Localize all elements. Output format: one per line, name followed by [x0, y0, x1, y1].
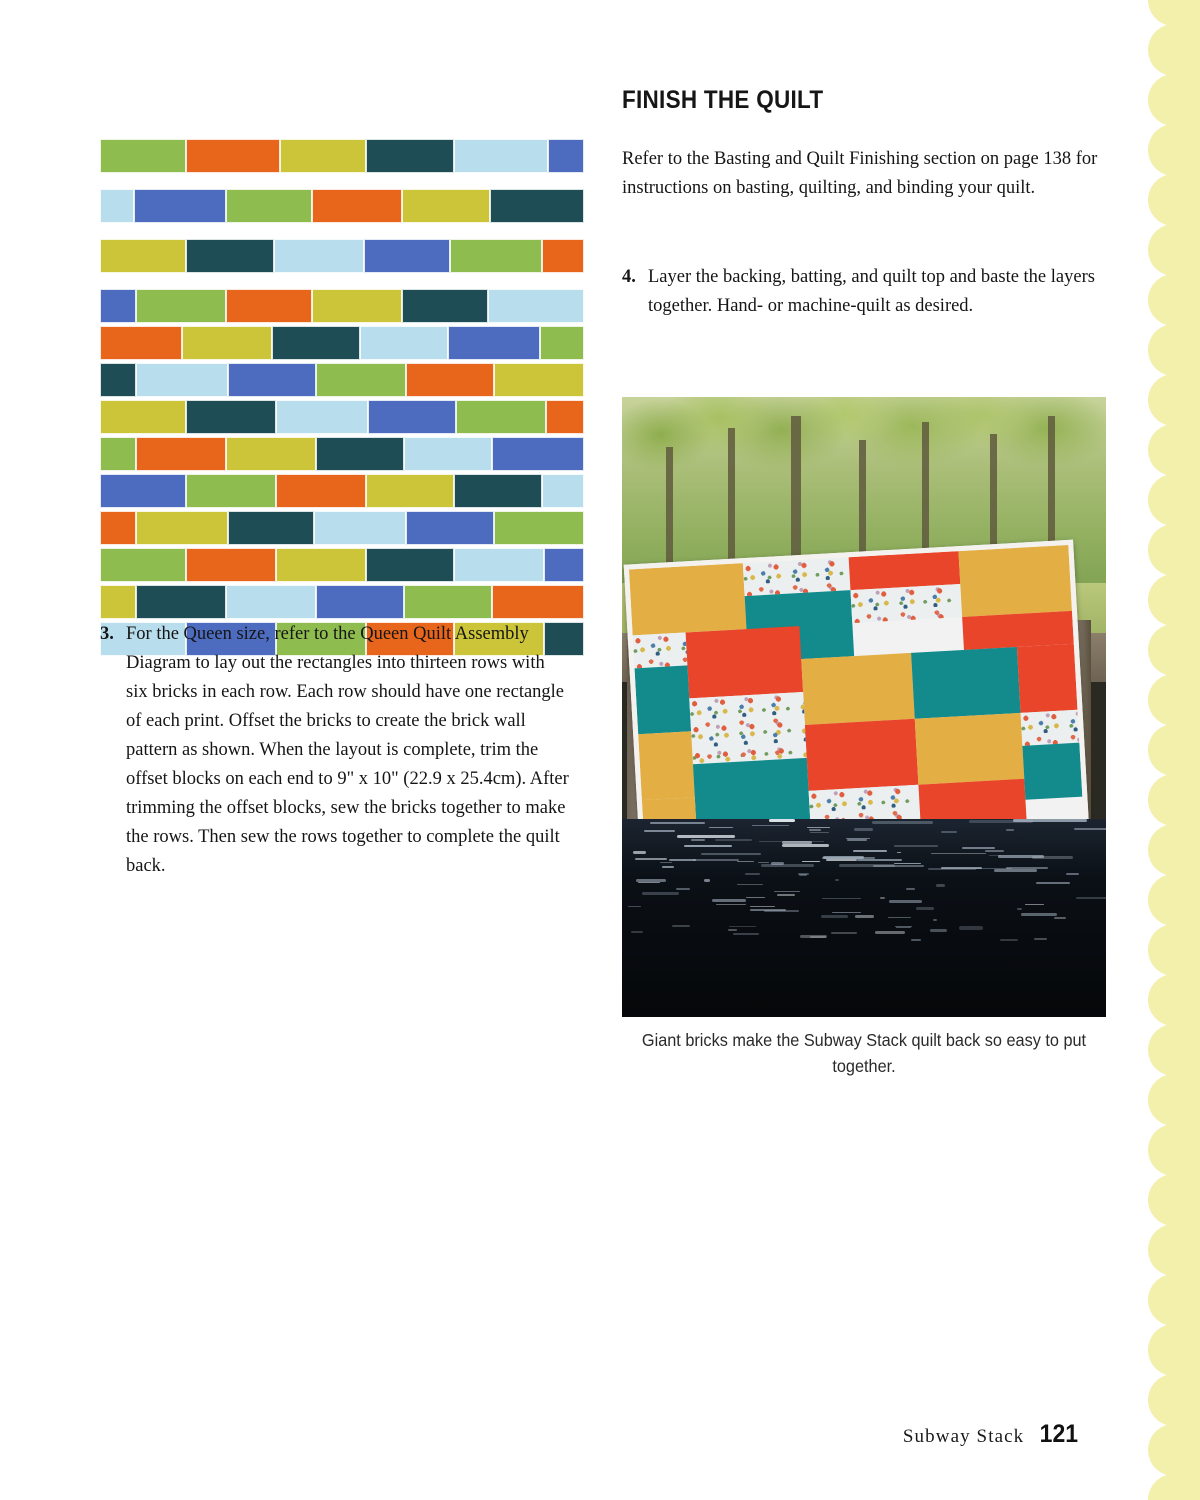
- water-ripple: [752, 825, 789, 826]
- brick-teal: [228, 511, 314, 545]
- water-ripple: [660, 862, 672, 863]
- scallop-dot: [1148, 124, 1200, 176]
- brick-lightblue: [274, 239, 364, 273]
- brick-lightblue: [404, 437, 492, 471]
- brick-row: [100, 362, 584, 399]
- brick-green: [540, 326, 584, 360]
- brick-yellow: [280, 139, 366, 173]
- water-ripple: [985, 850, 1004, 852]
- brick-yellow: [366, 474, 454, 508]
- brick-yellow: [136, 511, 228, 545]
- brick-orange: [136, 437, 226, 471]
- brick-lightblue: [454, 139, 548, 173]
- brick-blue: [544, 548, 584, 582]
- water-ripple: [894, 863, 921, 864]
- water-ripple: [1076, 897, 1106, 899]
- brick-yellow: [494, 363, 584, 397]
- brick-orange: [186, 139, 280, 173]
- brick-teal: [136, 585, 226, 619]
- scallop-dot: [1148, 424, 1200, 476]
- water-ripple: [759, 841, 824, 842]
- scallop-dot: [1148, 274, 1200, 326]
- water-ripple: [737, 884, 762, 885]
- water-ripple: [769, 819, 795, 822]
- page-number: 121: [1039, 1420, 1079, 1448]
- water-ripple: [872, 821, 933, 824]
- brick-teal: [454, 474, 542, 508]
- water-ripple: [774, 891, 799, 892]
- intro-paragraph: Refer to the Basting and Quilt Finishing section on page 138 for instructions on basting, quilting, and binding your quilt.: [622, 149, 1098, 198]
- scallop-dot: [1148, 1274, 1200, 1326]
- brick-lightblue: [226, 585, 316, 619]
- brick-orange: [406, 363, 494, 397]
- water-ripple: [777, 894, 795, 896]
- water-ripple: [1021, 913, 1057, 916]
- water-ripple: [880, 897, 885, 899]
- water-ripple: [715, 839, 752, 841]
- page-footer: [903, 1420, 1080, 1449]
- quilt-block-gold: [629, 563, 747, 635]
- scallop-dot: [1148, 1174, 1200, 1226]
- brick-row: [100, 547, 584, 584]
- scallop-dot: [1148, 1024, 1200, 1076]
- scallop-dot: [1148, 574, 1200, 626]
- brick-teal: [490, 189, 584, 223]
- water-ripple: [782, 844, 828, 846]
- water-ripple: [745, 873, 761, 876]
- water-ripple: [810, 936, 826, 939]
- brick-orange: [100, 511, 136, 545]
- step-4-number: 4.: [622, 267, 636, 287]
- water-ripple: [693, 859, 739, 861]
- brick-row: [100, 288, 584, 325]
- brick-yellow: [276, 548, 366, 582]
- scallop-dot: [1148, 874, 1200, 926]
- water-ripple: [831, 932, 857, 934]
- water-ripple: [728, 929, 737, 932]
- water-ripple: [635, 858, 666, 860]
- water-ripple: [729, 926, 756, 927]
- water-ripple: [704, 879, 710, 882]
- quilt-back-photo: [622, 397, 1106, 1017]
- scallop-dot: [1148, 824, 1200, 876]
- brick-teal: [186, 239, 274, 273]
- brick-blue: [548, 139, 584, 173]
- scallop-dot: [1148, 624, 1200, 676]
- water-ripple: [1034, 938, 1048, 940]
- scallop-dot: [1148, 24, 1200, 76]
- brick-orange: [312, 189, 402, 223]
- section-heading: FINISH THE QUILT: [622, 86, 824, 114]
- water-ripple: [888, 917, 911, 919]
- water-ripple: [750, 909, 786, 912]
- water-ripple: [969, 820, 1033, 823]
- scallop-dot: [1148, 524, 1200, 576]
- water-ripple: [928, 868, 976, 870]
- brick-yellow: [312, 289, 402, 323]
- brick-lightblue: [136, 363, 228, 397]
- quilt-block-teal: [1022, 743, 1082, 800]
- brick-teal: [366, 548, 454, 582]
- scalloped-page-edge: [1140, 0, 1200, 1500]
- brick-teal: [272, 326, 360, 360]
- brick-yellow: [226, 437, 316, 471]
- brick-green: [100, 437, 136, 471]
- water-ripple: [959, 926, 983, 929]
- brick-blue: [492, 437, 584, 471]
- step-3-text: For the Queen size, refer to the Queen Quilt Assembly Diagram to lay out the rectangles into thirteen rows with six bricks in each row. Each row should have one rectangle of each print. Offset the bricks to create the brick wall pattern as shown. When the layout is complete, trim the offset blocks on each end to 9" x 10" (22.9 x 25.4cm). After trimming the offset blocks, sew the bricks together to make the rows. Then sew the rows together to complete the quilt back.: [126, 624, 569, 876]
- water-ripple: [994, 869, 1036, 872]
- water-ripple: [1054, 917, 1065, 919]
- water-ripple: [931, 853, 987, 854]
- brick-blue: [100, 289, 136, 323]
- brick-lightblue: [100, 189, 134, 223]
- scallop-dot: [1148, 1324, 1200, 1376]
- brick-green: [450, 239, 542, 273]
- water-ripple: [644, 830, 675, 833]
- quilt-block-floral: [850, 584, 962, 623]
- brick-yellow: [100, 239, 186, 273]
- brick-green: [136, 289, 226, 323]
- brick-green: [494, 511, 584, 545]
- water-ripple: [822, 857, 876, 859]
- quilt-block-teal: [634, 665, 690, 734]
- brick-lightblue: [542, 474, 584, 508]
- quilt-block-gold: [638, 731, 694, 800]
- water-ripple: [835, 879, 839, 881]
- quilt-block-red: [805, 719, 919, 791]
- brick-blue: [316, 585, 404, 619]
- water-ripple: [1074, 828, 1106, 831]
- water-ripple: [936, 884, 944, 887]
- brick-lightblue: [488, 289, 584, 323]
- scallop-dot: [1148, 474, 1200, 526]
- brick-blue: [100, 474, 186, 508]
- brick-blue: [448, 326, 540, 360]
- brick-green: [456, 400, 546, 434]
- brick-green: [186, 474, 276, 508]
- water-ripple: [701, 853, 761, 855]
- water-ripple: [807, 827, 830, 828]
- water-ripple: [810, 832, 828, 834]
- scallop-dot: [1148, 774, 1200, 826]
- scallop-dot: [1148, 224, 1200, 276]
- water-ripple: [650, 822, 705, 824]
- water-ripple: [854, 828, 874, 831]
- water-ripple: [875, 931, 905, 934]
- water-ripple: [894, 845, 937, 847]
- brick-orange: [542, 239, 584, 273]
- water-ripple: [821, 915, 847, 918]
- brick-green: [316, 363, 406, 397]
- brick-row: [100, 138, 584, 175]
- brick-green: [404, 585, 492, 619]
- brick-row: [100, 436, 584, 473]
- water-ripple: [709, 827, 733, 828]
- water-ripple: [1000, 939, 1018, 941]
- scallop-dot: [1148, 1074, 1200, 1126]
- step-3-number: 3.: [100, 624, 114, 644]
- brick-teal: [366, 139, 454, 173]
- brick-orange: [226, 289, 312, 323]
- water-ripple: [941, 831, 956, 832]
- water-ripple: [933, 919, 937, 920]
- water-ripple: [677, 835, 735, 838]
- water-ripple: [930, 929, 947, 932]
- brick-lightblue: [276, 400, 368, 434]
- brick-yellow: [100, 400, 186, 434]
- brick-yellow: [182, 326, 272, 360]
- brick-orange: [276, 474, 366, 508]
- scallop-dot: [1148, 674, 1200, 726]
- water-ripple: [712, 899, 746, 902]
- brick-lightblue: [314, 511, 406, 545]
- brick-teal: [100, 363, 136, 397]
- water-ripple: [642, 892, 679, 895]
- water-ripple: [1017, 908, 1022, 910]
- step-3-block: [100, 620, 570, 881]
- water-ripple: [798, 873, 809, 875]
- water-ripple: [853, 850, 888, 852]
- brick-yellow: [402, 189, 490, 223]
- quilt-block-gold: [958, 545, 1072, 617]
- quilt-block-gold: [915, 713, 1024, 785]
- water-ripple: [631, 931, 643, 933]
- brick-green: [100, 548, 186, 582]
- brick-row: [100, 510, 584, 547]
- brick-orange: [186, 548, 276, 582]
- step-3: [100, 620, 570, 881]
- queen-quilt-assembly-diagram: [100, 138, 584, 658]
- water-ripple: [897, 852, 901, 854]
- water-ripple: [761, 864, 814, 866]
- water-ripple: [662, 866, 673, 868]
- brick-row: [100, 188, 584, 225]
- scallop-dot: [1148, 724, 1200, 776]
- brick-teal: [186, 400, 276, 434]
- scallop-dot: [1148, 924, 1200, 976]
- water-ripple: [822, 898, 862, 899]
- brick-yellow: [100, 585, 136, 619]
- water-ripple: [1006, 829, 1015, 831]
- brick-teal: [402, 289, 488, 323]
- water-ripple: [962, 847, 995, 849]
- quilt-block-floral: [1020, 710, 1079, 746]
- water-ripple: [832, 912, 861, 914]
- water-ripple: [802, 861, 819, 863]
- quilt-block-floral: [632, 632, 687, 668]
- water-ripple: [676, 888, 690, 890]
- water-ripple: [737, 861, 754, 862]
- brick-lightblue: [360, 326, 448, 360]
- scallop-dot: [1148, 1424, 1200, 1476]
- water-ripple: [855, 915, 873, 918]
- scallop-dot: [1148, 1124, 1200, 1176]
- water-ripple: [691, 839, 705, 841]
- water-ripple: [911, 939, 921, 941]
- brick-teal: [316, 437, 404, 471]
- scallop-dot: [1148, 174, 1200, 226]
- scallop-dot: [1148, 324, 1200, 376]
- water-ripple: [998, 855, 1044, 858]
- brick-row: [100, 584, 584, 621]
- water-ripple: [889, 900, 922, 903]
- water-ripple: [633, 851, 646, 854]
- water-ripple: [716, 904, 747, 905]
- brick-orange: [100, 326, 182, 360]
- step-4-block: [622, 263, 1102, 321]
- water-ripple: [750, 906, 775, 907]
- quilt-block-red: [1016, 644, 1077, 713]
- scallop-dot: [1148, 1224, 1200, 1276]
- brick-orange: [492, 585, 584, 619]
- water-ripple: [669, 859, 695, 861]
- water-ripple: [636, 879, 666, 882]
- step-4: [622, 263, 1102, 321]
- brick-green: [226, 189, 312, 223]
- water-ripple: [895, 926, 912, 927]
- water-ripple: [746, 897, 764, 898]
- brick-orange: [546, 400, 584, 434]
- water-ripple: [1025, 904, 1044, 906]
- brick-blue: [364, 239, 450, 273]
- brick-blue: [228, 363, 316, 397]
- brick-row: [100, 473, 584, 510]
- water-ripple: [906, 888, 915, 890]
- scallop-dot: [1148, 1374, 1200, 1426]
- brick-blue: [134, 189, 226, 223]
- water-ripple: [684, 845, 731, 847]
- water-ripple: [839, 864, 895, 867]
- water-ripple: [672, 925, 690, 927]
- water-ripple: [916, 907, 934, 910]
- photo-caption: Giant bricks make the Subway Stack quilt back so easy to put together.: [641, 1030, 1087, 1076]
- photo-water: [622, 819, 1106, 1017]
- water-ripple: [638, 882, 660, 883]
- brick-row: [100, 238, 584, 275]
- brick-row: [100, 399, 584, 436]
- quilt-block-gold: [801, 653, 915, 725]
- scallop-dot: [1148, 374, 1200, 426]
- quilt-block-red: [685, 626, 803, 698]
- brick-row: [100, 325, 584, 362]
- water-ripple: [733, 933, 759, 935]
- water-ripple: [758, 862, 769, 863]
- step-4-text: Layer the backing, batting, and quilt top and baste the layers together. Hand- or machine-quilt as desired.: [648, 267, 1095, 316]
- quilt-block-teal: [911, 647, 1020, 719]
- brick-blue: [406, 511, 494, 545]
- scallop-dot: [1148, 74, 1200, 126]
- running-title: Subway Stack: [902, 1426, 1025, 1447]
- water-ripple: [1066, 873, 1079, 875]
- brick-blue: [368, 400, 456, 434]
- quilt-block-floral: [689, 692, 807, 764]
- water-ripple: [628, 906, 641, 907]
- brick-green: [100, 139, 186, 173]
- water-ripple: [1036, 882, 1070, 884]
- brick-lightblue: [454, 548, 544, 582]
- scallop-dot: [1148, 974, 1200, 1026]
